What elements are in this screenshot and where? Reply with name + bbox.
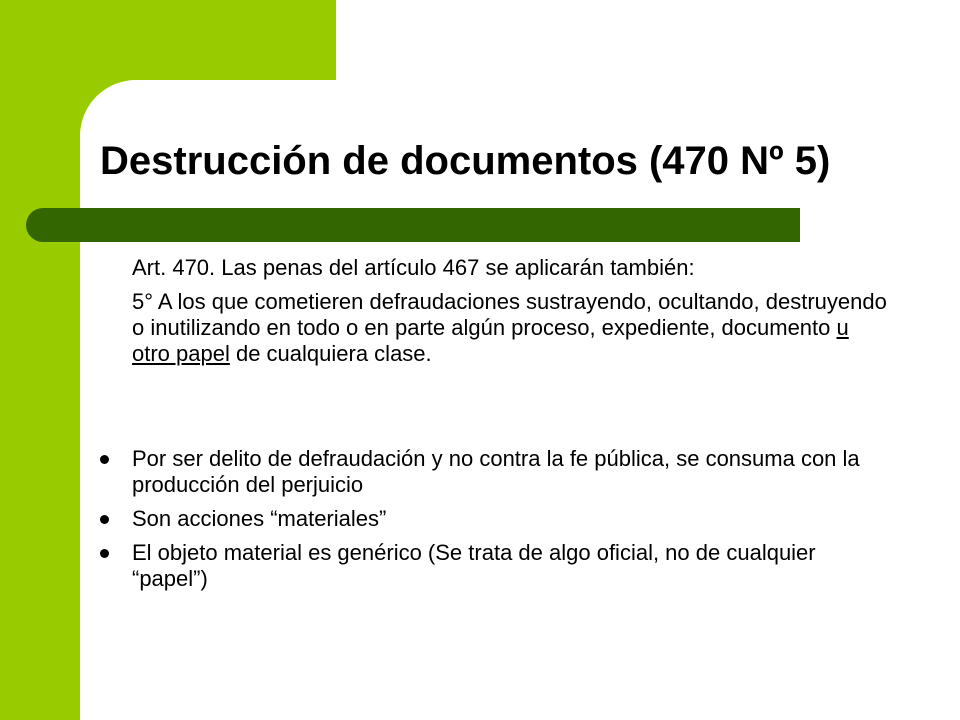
article-clause-end: de cualquiera clase. — [229, 341, 432, 366]
bullet-item — [100, 446, 890, 498]
title-underline-bar — [26, 208, 800, 242]
article-clause-underlined: u otro papel — [132, 315, 849, 366]
bullet-text: El objeto material es genérico (Se trata de algo oficial, no de cualquier “papel”) — [132, 540, 816, 591]
bullet-item — [100, 506, 890, 532]
article-clause — [132, 289, 892, 367]
article-intro: Art. 470. Las penas del artículo 467 se aplicarán también: — [132, 255, 695, 280]
bullet-text: Por ser delito de defraudación y no contra la fe pública, se consuma con la producción del perjuicio — [132, 446, 860, 497]
bullet-dot-icon — [100, 515, 109, 524]
bullet-item — [100, 540, 890, 592]
bullet-list — [100, 446, 890, 600]
article-clause-start: 5° A los que cometieren defraudaciones sustrayendo, ocultando, destruyendo o inutilizando en todo o en parte algún proceso, expediente, documento — [132, 289, 887, 340]
slide-title: Destrucción de documentos (470 Nº 5) — [100, 139, 831, 183]
bullet-text: Son acciones “materiales” — [132, 506, 387, 531]
bullet-dot-icon — [100, 455, 109, 464]
article-quote — [132, 255, 892, 375]
bullet-dot-icon — [100, 549, 109, 558]
